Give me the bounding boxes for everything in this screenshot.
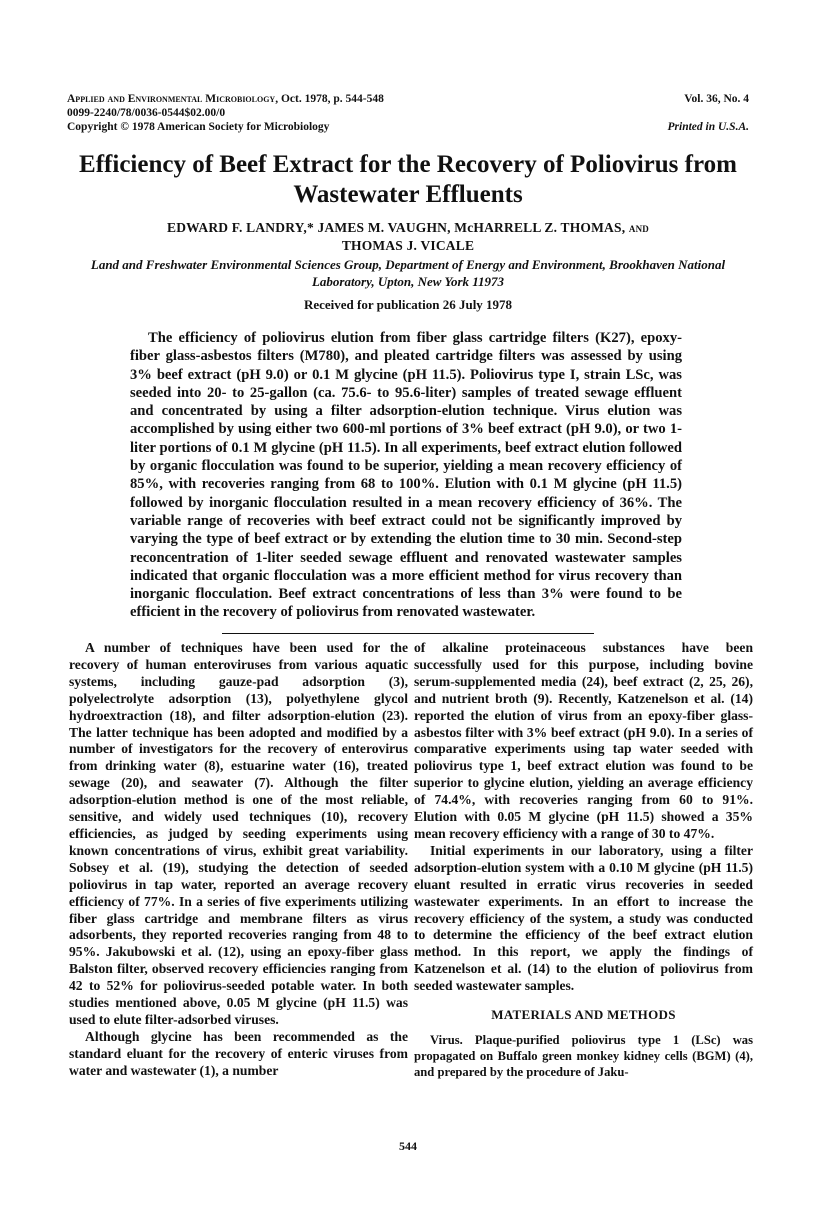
journal-code: 0099-2240/78/0036-0544$02.00/0 xyxy=(67,107,226,119)
journal-name: Applied and Environmental Microbiology xyxy=(67,93,276,105)
authors-line-2: THOMAS J. VICALE xyxy=(341,238,475,253)
journal-citation xyxy=(67,92,587,106)
abstract: The efficiency of poliovirus elution from fiber glass cartridge filters (K27), epoxy-fiber glass-asbestos filters (M780), and pleated cartridge filters was assessed by using 3% beef extract (pH 9.0) or 0.1 M glycine (pH 11.5). Poliovirus type I, strain LSc, was seeded into 20- to 25-gallon (ca. 75.6- to 95.6-liter) samples of treated sewage effluent and concentrated by using a filter adsorption-elution technique. Virus elution was accomplished by using either two 600-ml portions of 3% beef extract (pH 9.0), or two 1-liter portions of 0.1 M glycine (pH 11.5). In all experiments, beef extract elution followed by organic flocculation was found to be superior, yielding a mean recovery efficiency of 85%, with recoveries ranging from 68 to 100%. Elution with 0.1 M glycine (pH 11.5) followed by inorganic flocculation resulted in a mean recovery efficiency of 36%. The variable range of recoveries with beef extract could not be significantly improved by varying the type of beef extract or by extending the elution time to 30 min. Second-step reconcentration of 1-liter seeded sewage effluent and renovated wastewater samples indicated that organic flocculation was a more efficient method for virus recovery than inorganic flocculation. Beef extract concentrations of less than 3% were found to be efficient in the recovery of poliovirus from renovated wastewater. xyxy=(130,330,682,621)
body-column-left xyxy=(69,640,408,1080)
intro-paragraph-4: Initial experiments in our laboratory, using a filter adsorption-elution system with a 0.10 M glycine (pH 11.5) eluant resulted in erratic virus recoveries in seeded wastewater experiments. In an effort to increase the recovery efficiency of the system, a study was conducted to determine the efficiency of the beef extract elution method. In this report, we apply the findings of Katzenelson et al. (14) to the elution of poliovirus from seeded wastewater samples. xyxy=(414,842,753,994)
intro-paragraph-2: Although glycine has been recommended as the standard eluant for the recovery of enteric viruses from water and wastewater (1), a number xyxy=(69,1028,408,1078)
authors-line-1: EDWARD F. LANDRY,* JAMES M. VAUGHN, McHARRELL Z. THOMAS, xyxy=(167,220,626,235)
author-list xyxy=(100,219,716,255)
virus-text: Plaque-purified poliovirus type 1 (LSc) was propagated on Buffalo green monkey kidney cells (BGM) (4), and prepared by the procedure of Jaku- xyxy=(414,1032,753,1079)
copyright-line: Copyright © 1978 American Society for Microbiology xyxy=(67,121,330,133)
abstract-divider xyxy=(222,633,594,634)
journal-header xyxy=(67,92,587,134)
intro-paragraph-3: of alkaline proteinaceous substances have been successfully used for this purpose, including bovine serum-supplemented media (24), beef extract (2, 25, 26), and nutrient broth (9). Recently, Katzenelson et al. (14) reported the elution of virus from an epoxy-fiber glass-asbestos filter with 3% beef extract (pH 9.0). In a series of comparative experiments using tap water seeded with poliovirus type 1, beef extract elution was found to be superior to glycine elution, yielding an average efficiency of 74.4%, with recoveries ranging from 60 to 91%. Elution with 0.05 M glycine (pH 11.5) showed a 35% mean recovery efficiency with a range of 30 to 47%. xyxy=(414,640,753,841)
section-heading: MATERIALS AND METHODS xyxy=(491,1007,676,1023)
journal-issue: , Oct. 1978, p. 544-548 xyxy=(275,93,384,105)
virus-runin-heading: Virus. xyxy=(430,1032,463,1047)
authors-and: and xyxy=(628,220,649,235)
printed-in: Printed in U.S.A. xyxy=(667,121,749,133)
paper-title: Efficiency of Beef Extract for the Recovery of Poliovirus from Wastewater Effluents xyxy=(79,151,737,208)
affiliation: Land and Freshwater Environmental Sciences Group, Department of Energy and Environment, Brookhaven National Laboratory, Upton, New York 11973 xyxy=(90,257,726,289)
received-date: Received for publication 26 July 1978 xyxy=(303,297,513,312)
volume-info: Vol. 36, No. 4 xyxy=(684,93,749,105)
intro-paragraph-1: A number of techniques have been used for the recovery of human enteroviruses from various aquatic systems, including gauze-pad adsorption (3), polyelectrolyte adsorption (13), polyethylene glycol hydroextraction (18), and filter adsorption-elution (23). The latter technique has been adopted and modified by a number of investigators for the recovery of enterovirus from drinking water (8), estuarine water (16), treated sewage (20), and seawater (7). Although the filter adsorption-elution method is one of the most reliable, sensitive, and widely used techniques (10), recovery efficiencies, as judged by seeding experiments using known concentrations of virus, exhibit great variability. Sobsey et al. (19), studying the detection of seeded poliovirus in tap water, reported an average recovery efficiency of 77%. In a series of five experiments utilizing fiber glass cartridge and membrane filters as virus adsorbents, they reported recoveries ranging from 48 to 95%. Jakubowski et al. (12), using an epoxy-fiber glass Balston filter, observed recovery efficiencies ranging from 42 to 52% for poliovirus-seeded potable water. In both studies mentioned above, 0.05 M glycine (pH 11.5) was used to elute filter-adsorbed viruses. xyxy=(69,640,408,1027)
body-column-right xyxy=(414,640,753,1080)
volume-header xyxy=(549,92,749,134)
methods-paragraph xyxy=(414,1032,753,1080)
page-number: 544 xyxy=(399,1139,417,1153)
